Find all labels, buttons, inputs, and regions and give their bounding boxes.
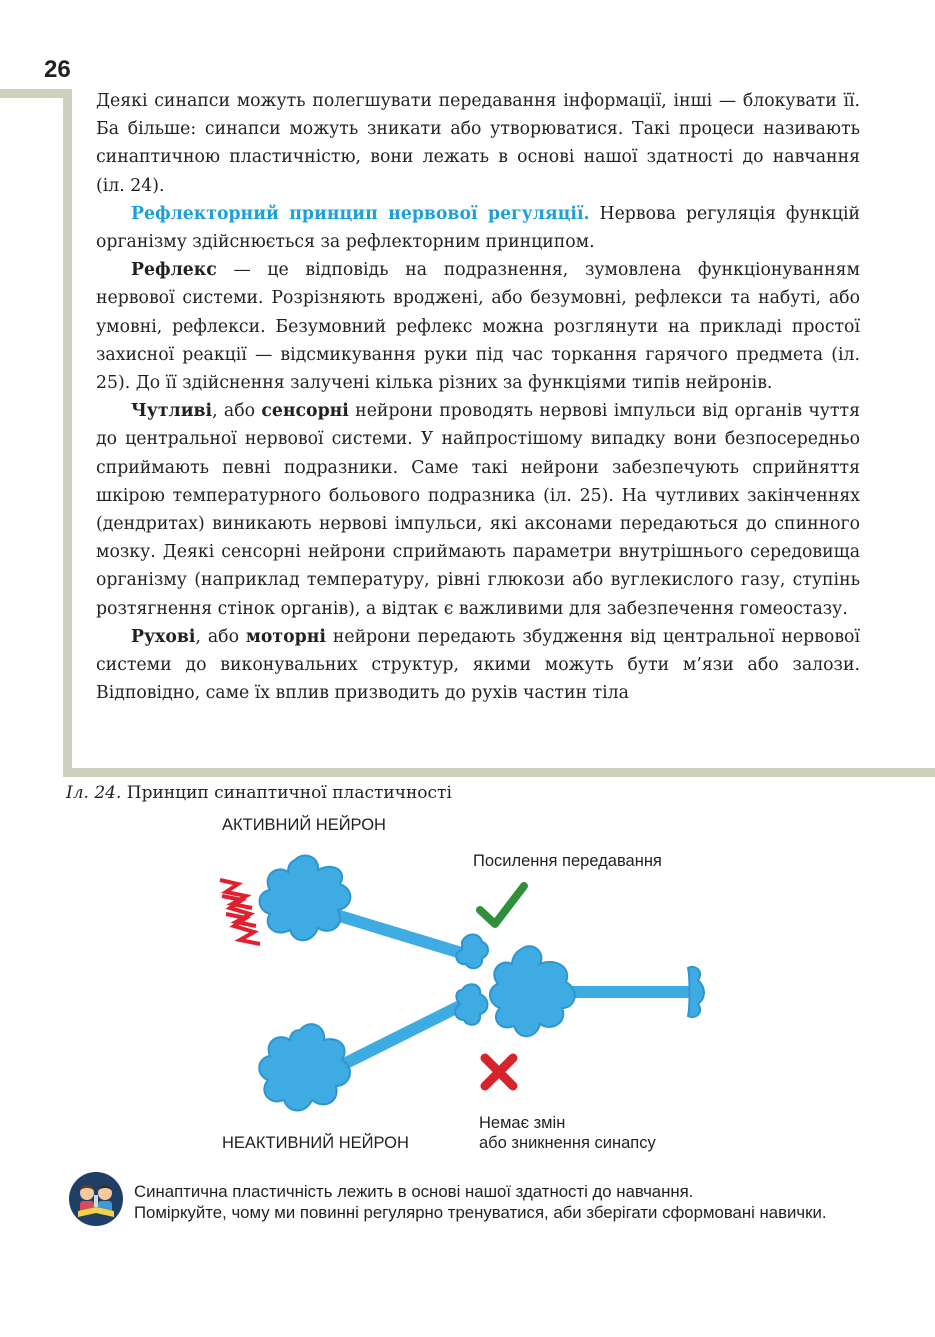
label-active-neuron: АКТИВНИЙ НЕЙРОН xyxy=(222,816,386,834)
figure-caption xyxy=(66,783,452,803)
paragraph-5 xyxy=(96,623,860,708)
paragraph-3 xyxy=(96,256,860,397)
paragraph-3-body: — це відповідь на подразнення, зумовлена функціонуванням нервової системи. Розрізняють вроджені, або безумовні, рефлекси та набуті, або умовні, рефлекси. Безумовний рефлекс можна розглянути на прикладі простої захисної реакції — відсмикування руки під час торкання гарячого предмета (іл. 25). До її здійснення залучені кілька різних за функціями типів нейронів. xyxy=(96,260,860,394)
target-neuron xyxy=(490,946,704,1036)
frame-left-bar xyxy=(63,89,72,777)
info-box-text xyxy=(134,1181,894,1223)
frame-bottom-bar xyxy=(63,768,935,777)
term-motor-1: Рухові xyxy=(131,626,196,647)
lightning-icon xyxy=(220,880,260,944)
term-sensitive: Чутливі xyxy=(131,401,213,422)
label-strengthen: Посилення передавання xyxy=(473,852,662,870)
section-heading: Рефлекторний принцип нервової регуляції. xyxy=(131,203,590,224)
info-line-2: Поміркуйте, чому ми повинні регулярно тренуватися, аби зберігати сформовані навички. xyxy=(134,1203,827,1222)
info-line-1: Синаптична пластичність лежить в основі нашої здатності до навчання. xyxy=(134,1182,694,1201)
label-inactive-neuron: НЕАКТИВНИЙ НЕЙРОН xyxy=(222,1134,409,1152)
students-reading-icon xyxy=(68,1171,124,1227)
page-number: 26 xyxy=(44,56,71,83)
caption-number: Іл. 24. xyxy=(66,783,122,803)
frame-top-bar xyxy=(0,89,70,98)
term-sensory: сенсорні xyxy=(261,401,349,422)
paragraph-2-body: Нервова регуляція функцій організму здійснюється за рефлекторним принципом. xyxy=(96,203,860,253)
paragraph-2 xyxy=(96,200,860,256)
check-icon xyxy=(480,886,524,924)
label-no-change-2: або зникнення синапсу xyxy=(479,1134,656,1152)
paragraph-5-body: нейрони передають збудження від центральної нервової системи до виконувальних структур, якими можуть бути м’язи або залози. Відповідно, саме їх вплив призводить до рухів частин тіла xyxy=(96,626,860,704)
paragraph-4 xyxy=(96,397,860,623)
term-reflex: Рефлекс xyxy=(131,260,217,281)
caption-text: Принцип синаптичної пластичності xyxy=(121,783,452,803)
label-no-change-1: Немає змін xyxy=(479,1114,566,1132)
inactive-neuron xyxy=(259,984,487,1110)
term-motor-2: моторні xyxy=(245,626,326,647)
paragraph-1: Деякі синапси можуть полегшувати передавання інформації, інші — блокувати її. Ба більше: синапси можуть зникати або утворюватися. Такі процеси називають синаптичною пластичністю, вони лежать в основі нашої здатності до навчання (іл. 24). xyxy=(96,91,860,196)
cross-icon xyxy=(485,1058,513,1086)
paragraph-4-mid: , або xyxy=(212,401,262,422)
body-text xyxy=(96,87,860,707)
paragraph-4-body: нейрони проводять нервові імпульси від органів чуття до центральної нервової системи. У найпростішому випадку вони безпосередньо сприймають певні подразники. Саме такі нейрони забезпечують сприйняття шкірою температурного больового подразника (іл. 25). На чутливих закінченнях (дендритах) виникають нервові імпульси, які аксонами передаються до спинного мозку. Деякі сенсорні нейрони сприймають параметри внутрішнього середовища організму (наприклад температуру, рівні глюкози або вуглекислого газу, ступінь розтягнення стінок органів), а відтак є важливими для забезпечення гомеостазу. xyxy=(96,401,860,619)
active-neuron xyxy=(260,855,489,968)
synaptic-plasticity-diagram xyxy=(200,840,740,1130)
paragraph-5-mid: , або xyxy=(195,626,246,647)
